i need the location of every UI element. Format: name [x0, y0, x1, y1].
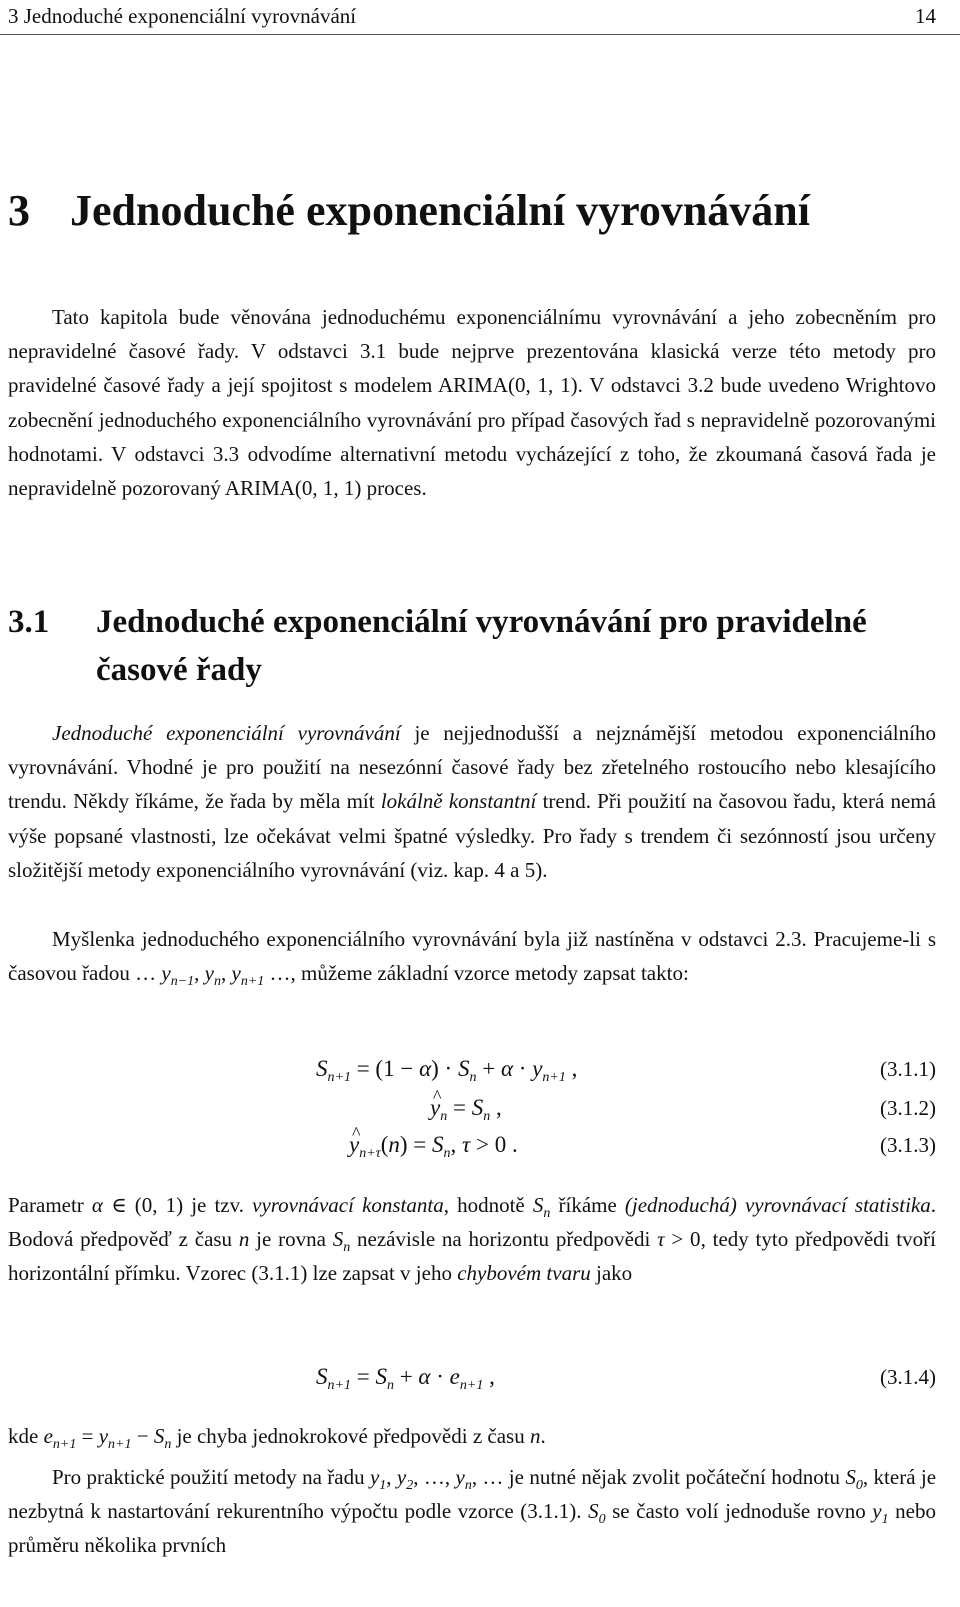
- paragraph-text: . Bodová předpověď z času: [8, 1193, 937, 1252]
- paragraph-text: je rovna: [249, 1227, 333, 1252]
- error-formula: $e_{n+1} = y_{n+1} - S_n$: [43, 1424, 172, 1452]
- symbol-n: n: [238, 1227, 250, 1252]
- equation-3-1-1: [8, 1050, 936, 1088]
- paragraph-text: , hodnotě: [443, 1193, 533, 1217]
- chapter-title: [8, 185, 810, 237]
- term-smoothing-statistic: (jednoduchá) vyrovnávací statistika: [624, 1193, 931, 1217]
- paragraph-text: je chyba jednokrokové předpovědi z času: [171, 1424, 530, 1448]
- symbol-s0: $S_0$: [588, 1499, 606, 1528]
- section-title-text: Jednoduché exponenciální vyrovnávání pro pravidelné časové řady: [96, 604, 867, 688]
- symbol-y1: $y_1$: [872, 1499, 889, 1528]
- equation-number: (3.1.1): [880, 1057, 936, 1081]
- paragraph-text: kde: [8, 1424, 44, 1448]
- equation-number: (3.1.2): [880, 1096, 936, 1120]
- paragraph-text: jako: [590, 1261, 633, 1286]
- chapter-title-text: Jednoduché exponenciální vyrovnávání: [70, 186, 810, 235]
- series-notation: … $y_{n-1}$, $y_n$, $y_{n+1}$ …: [135, 961, 291, 990]
- paragraph-idea: [8, 922, 936, 990]
- equation-3-1-2: [8, 1089, 936, 1127]
- paragraph-text: , která je nezbytná k nastartování rekurentního výpočtu podle vzorce (3.1.1).: [8, 1465, 937, 1524]
- symbol-n: n: [529, 1424, 541, 1448]
- running-header: [8, 2, 936, 30]
- paragraph-text: trend. Při použití na časovou řadu, která nemá výše popsané vlastnosti, lze očekávat velmi špatné výsledky. Pro řady s trendem či sezónností jsou určeny složitější metody exponenciálního vyrovnávání (viz. kap. 4 a 5).: [8, 789, 936, 882]
- paragraph-text: Parametr: [8, 1193, 92, 1217]
- paragraph-text: se často volí jednoduše rovno: [605, 1499, 873, 1524]
- paragraph-text: nebo průměru několika prvních: [8, 1499, 936, 1558]
- section-title: [8, 598, 938, 694]
- term-error-form: chybovém tvaru: [457, 1261, 591, 1286]
- header-rule: [0, 34, 960, 35]
- paragraph-text: , tedy tyto předpovědi tvoří horizontální přímku. Vzorec (3.1.1) lze zapsat v jeho: [8, 1227, 936, 1286]
- paragraph-text: je nejjednodušší a nejznámější metodou exponenciálního vyrovnávání. Vhodné je pro použití na nesezónní časové řady bez zřetelného rostoucího nebo klesajícího trendu. Někdy říkáme, že řada by měla mít: [8, 721, 936, 814]
- paragraph-text: Pro praktické použití metody na řadu: [52, 1465, 370, 1489]
- running-header-title: 3 Jednoduché exponenciální vyrovnávání: [8, 4, 357, 28]
- series-sequence: $y_1$, $y_2$, …, $y_n$, …: [369, 1465, 504, 1493]
- equation-3-1-3: [8, 1126, 936, 1164]
- term-smoothing-constant: vyrovnávací konstanta: [252, 1193, 444, 1217]
- paragraph-text: je nutné nějak zvolit počáteční hodnotu: [503, 1465, 846, 1489]
- tau-condition: τ > 0: [657, 1227, 701, 1252]
- paragraph-definition: [8, 716, 936, 887]
- term-simple-exp-smoothing: Jednoduché exponenciální vyrovnávání: [52, 721, 401, 745]
- paragraph-text: je tzv.: [183, 1193, 253, 1217]
- equation-expression: ^ $y_n = S_n$ ,: [430, 1089, 502, 1127]
- paragraph-parameter: [8, 1188, 936, 1291]
- paragraph-initialization: [8, 1460, 936, 1563]
- intro-paragraph: Tato kapitola bude věnována jednoduchému exponenciálnímu vyrovnávání a jeho zobecněním pro nepravidelné časové řady. V odstavci 3.1 bude nejprve prezentována klasická verze této metody pro pravidelné časové řady a její spojitost s modelem ARIMA(0, 1, 1). V odstavci 3.2 bude uvedeno Wrightovo zobecnění jednoduchého exponenciálního vyrovnávání pro případ časových řad s nepravidelně pozorovanými hodnotami. V odstavci 3.3 odvodíme alternativní metodu vycházející z toho, že zkoumaná časová řada je nepravidelně pozorovaný ARIMA(0, 1, 1) proces.: [8, 305, 936, 501]
- equation-expression: ^ $y_{n+\tau}(n) = S_n$, τ > 0 .: [349, 1126, 518, 1164]
- equation-expression: $S_{n+1} = (1 - \alpha) \cdot S_n + \alpha \cdot y_{n+1}$ ,: [316, 1056, 578, 1085]
- equation-expression: $S_{n+1} = S_n + \alpha \cdot e_{n+1}$ ,: [316, 1364, 495, 1393]
- paragraph-text: říkáme: [550, 1193, 625, 1217]
- paragraph-text: .: [540, 1424, 546, 1448]
- symbol-sn: $S_n$: [332, 1227, 351, 1256]
- symbol-sn: $S_n$: [532, 1193, 551, 1221]
- paragraph-text: nezávisle na horizontu předpovědi: [350, 1227, 658, 1252]
- chapter-number: 3: [8, 186, 30, 235]
- paragraph-text: Myšlenka jednoduchého exponenciálního vyrovnávání byla již nastíněna v odstavci 2.3. Pracujeme-li s časovou řadou: [8, 927, 936, 986]
- equation-number: (3.1.3): [880, 1133, 936, 1157]
- term-locally-constant: lokálně konstantní: [380, 789, 537, 814]
- page-number: 14: [915, 4, 936, 28]
- symbol-s0: $S_0$: [845, 1465, 863, 1493]
- alpha-interval: α ∈ (0, 1): [91, 1193, 184, 1217]
- equation-number: (3.1.4): [880, 1365, 936, 1389]
- equation-3-1-4: [8, 1358, 936, 1396]
- section-number: 3.1: [8, 604, 50, 640]
- paragraph-text: , můžeme základní vzorce metody zapsat takto:: [290, 961, 689, 986]
- paragraph-error-definition: [8, 1419, 936, 1453]
